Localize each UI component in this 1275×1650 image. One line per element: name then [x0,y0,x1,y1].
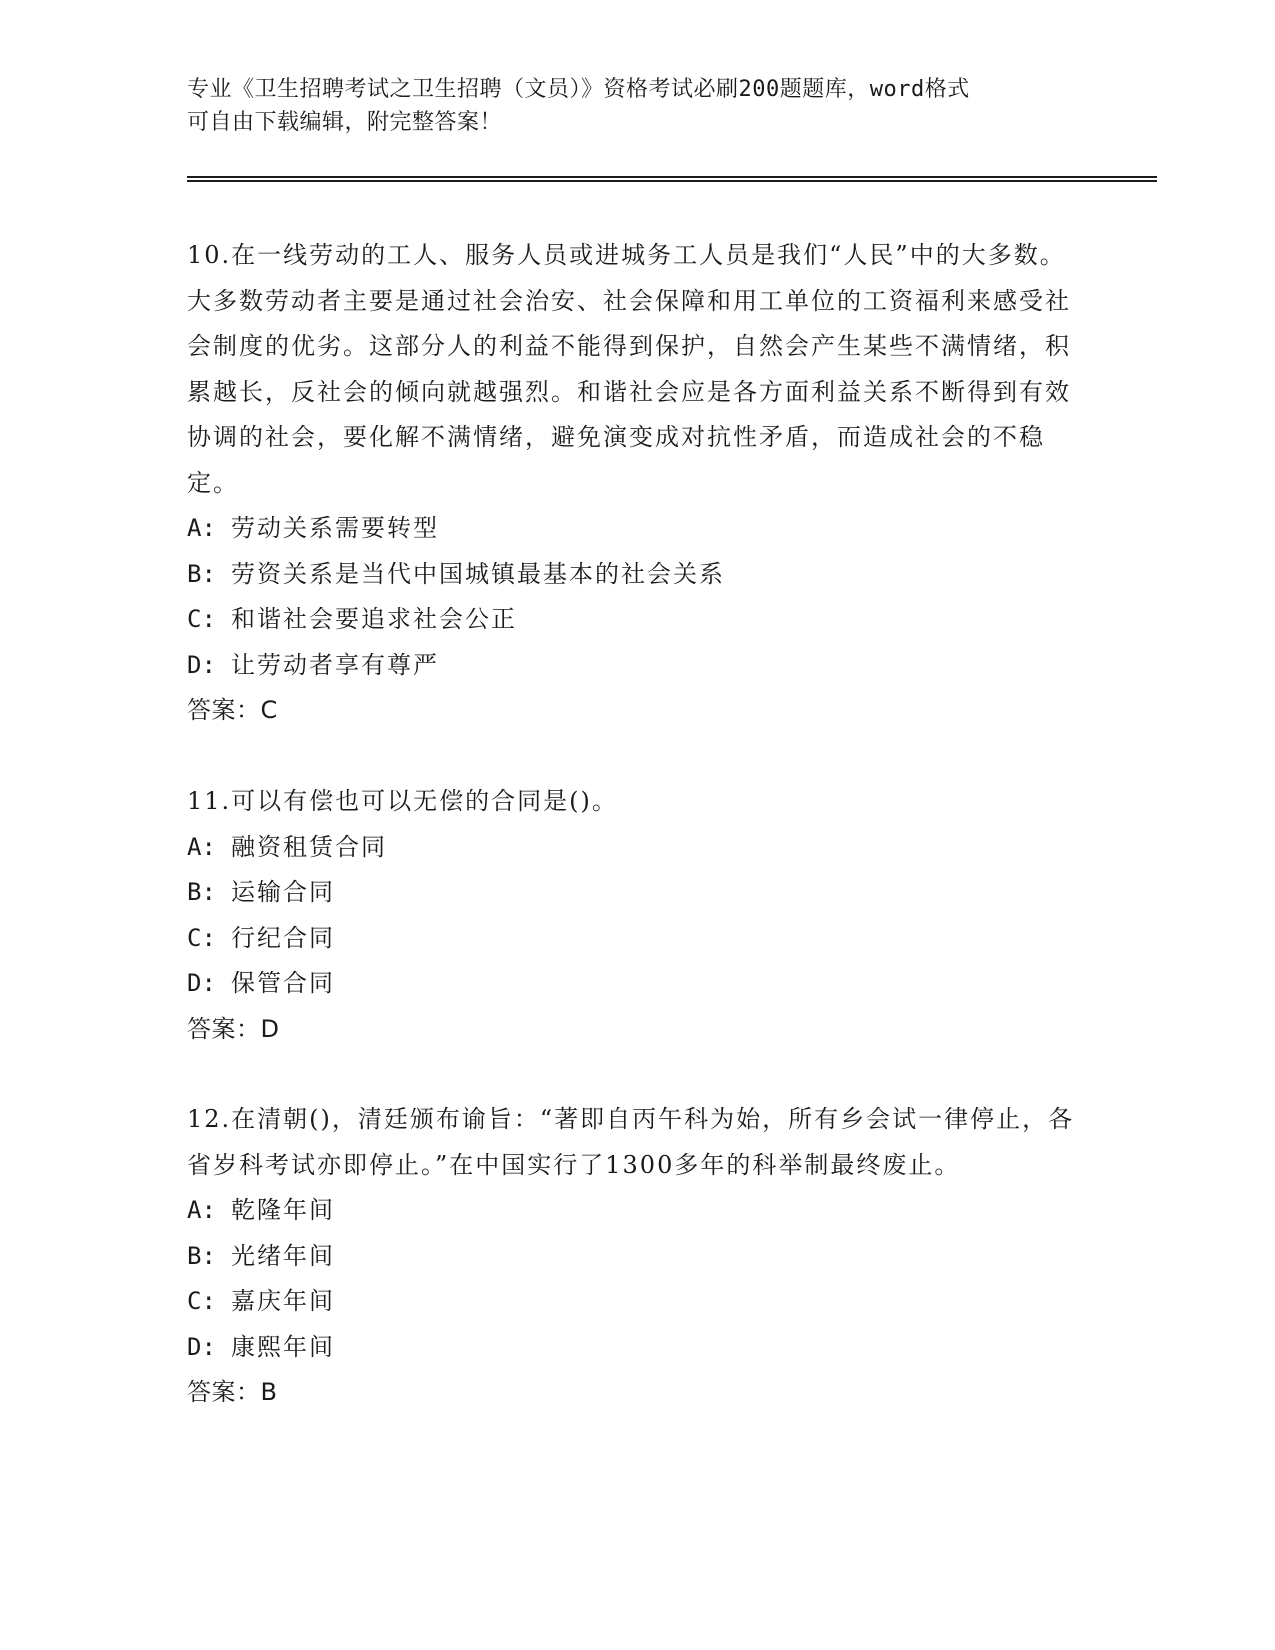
option-c [187,916,1087,962]
option-text: 嘉庆年间 [231,1287,335,1315]
answer: 答案：D [187,1014,280,1043]
option-b [187,870,1087,916]
option-letter: C: [187,605,216,633]
option-text: 劳资关系是当代中国城镇最基本的社会关系 [231,559,725,588]
page-header [187,73,1067,139]
option-letter: A: [187,514,216,542]
option-b [187,1234,1087,1280]
option-a [187,825,1087,871]
option-text: 劳动关系需要转型 [231,514,439,542]
option-text: 让劳动者享有尊严 [231,650,439,679]
answer: 答案：C [187,696,278,724]
question-12 [187,1097,1087,1416]
option-d [187,643,1087,689]
option-text: 保管合同 [231,969,335,997]
option-letter: A: [187,832,216,861]
option-letter: B: [187,559,216,588]
option-letter: C: [187,1287,216,1315]
option-text: 运输合同 [231,878,335,906]
option-letter: A: [187,1196,216,1224]
option-a [187,1188,1087,1234]
header-divider [187,176,1157,182]
option-c [187,1279,1087,1325]
option-text: 行纪合同 [231,923,335,952]
header-line-2: 可自由下载编辑，附完整答案！ [187,110,503,135]
option-d [187,961,1087,1007]
option-letter: B: [187,878,216,906]
option-text: 融资租赁合同 [231,832,387,861]
option-letter: D: [187,1332,216,1361]
option-letter: D: [187,650,216,679]
option-text: 康熙年间 [231,1332,335,1361]
option-text: 光绪年间 [231,1241,335,1270]
option-b [187,552,1087,598]
option-letter: B: [187,1241,216,1270]
option-d [187,1325,1087,1371]
question-stem: 11.可以有偿也可以无偿的合同是()。 [187,787,618,815]
option-a [187,506,1087,552]
option-c [187,597,1087,643]
answer: 答案：B [187,1378,278,1406]
question-10 [187,233,1087,734]
question-stem: 12.在清朝()，清廷颁布谕旨：“著即自丙午科为始，所有乡会试一律停止，各省岁科考试亦即停止。”在中国实行了1300多年的科举制最终废止。 [187,1105,1075,1179]
option-text: 和谐社会要追求社会公正 [231,605,517,633]
option-letter: C: [187,923,216,952]
option-letter: D: [187,969,216,997]
header-line-1: 专业《卫生招聘考试之卫生招聘（文员）》资格考试必刷200题题库，word格式 [187,77,970,102]
option-text: 乾隆年间 [231,1196,335,1224]
question-stem: 10.在一线劳动的工人、服务人员或进城务工人员是我们“人民”中的大多数。大多数劳动者主要是通过社会治安、社会保障和用工单位的工资福利来感受社会制度的优劣。这部分人的利益不能得到保护，自然会产生某些不满情绪，积累越长，反社会的倾向就越强烈。和谐社会应是各方面利益关系不断得到有效协调的社会，要化解不满情绪，避免演变成对抗性矛盾，而造成社会的不稳定。 [187,241,1071,497]
question-11 [187,779,1087,1052]
